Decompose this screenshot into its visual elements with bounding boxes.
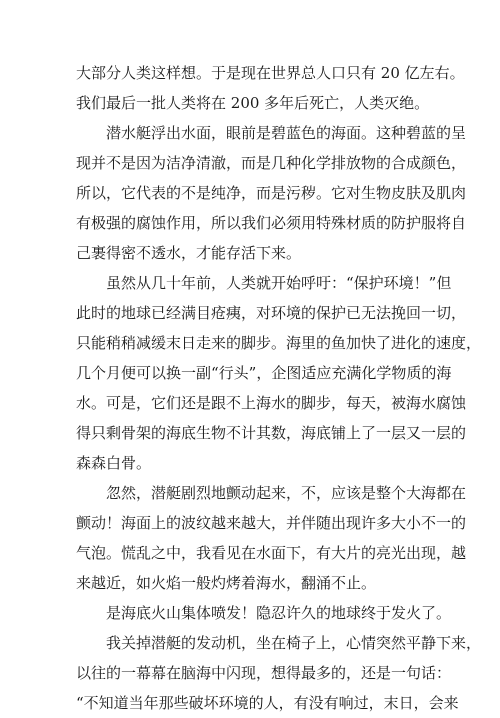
text-line: 现并不是因为洁净清澈，而是几种化学排放物的合成颜色， [76,154,467,172]
text-line: 大部分人类这样想。于是现在世界总人口只有 20 亿左右。 [76,64,465,82]
text-line: 几个月便可以换一副“行头”，企图适应充满化学物质的海 [76,364,452,382]
text-line: 颤动！海面上的波纹越来越大，并伴随出现许多大小不一的 [76,514,467,532]
text-line: 只能稍稍减缓末日走来的脚步。海里的鱼加快了进化的速度， [76,334,482,352]
text-line: 水。可是，它们还是跟不上海水的脚步，每天，被海水腐蚀 [76,394,467,412]
text-line: 忽然，潜艇剧烈地颤动起来，不，应该是整个大海都在 [76,484,467,502]
text-line: 森森白骨。 [76,454,152,472]
text-line: 己裹得密不透水，才能存活下来。 [76,244,302,262]
text-line: 是海底火山集体喷发！隐忍许久的地球终于发火了。 [76,604,452,622]
text-line: “不知道当年那些破坏环境的人，有没有响过，末日，会来 [76,694,459,712]
text-line: 有极强的腐蚀作用，所以我们必须用特殊材质的防护服将自 [76,214,467,232]
body-text [76,58,482,718]
text-line: 气泡。慌乱之中，我看见在水面下，有大片的亮光出现，越 [76,544,467,562]
text-line: 来越近，如火焰一般灼烤着海水，翻涌不止。 [76,574,377,592]
text-line: 得只剩骨架的海底生物不计其数，海底铺上了一层又一层的 [76,424,467,442]
text-line: 所以，它代表的不是纯净，而是污秽。它对生物皮肤及肌肉 [76,184,467,202]
text-line: 此时的地球已经满目疮痍，对环境的保护已无法挽回一切， [76,304,467,322]
text-line: 我们最后一批人类将在 200 多年后死亡，人类灭绝。 [76,94,430,112]
text-line: 潜水艇浮出水面，眼前是碧蓝色的海面。这种碧蓝的呈 [76,124,467,142]
text-line: 虽然从几十年前，人类就开始呼吁：“保护环境！”但 [76,274,452,292]
text-line: 以往的一幕幕在脑海中闪现，想得最多的，还是一句话： [76,664,452,682]
text-line: 我关掉潜艇的发动机，坐在椅子上，心情突然平静下来， [76,634,482,652]
